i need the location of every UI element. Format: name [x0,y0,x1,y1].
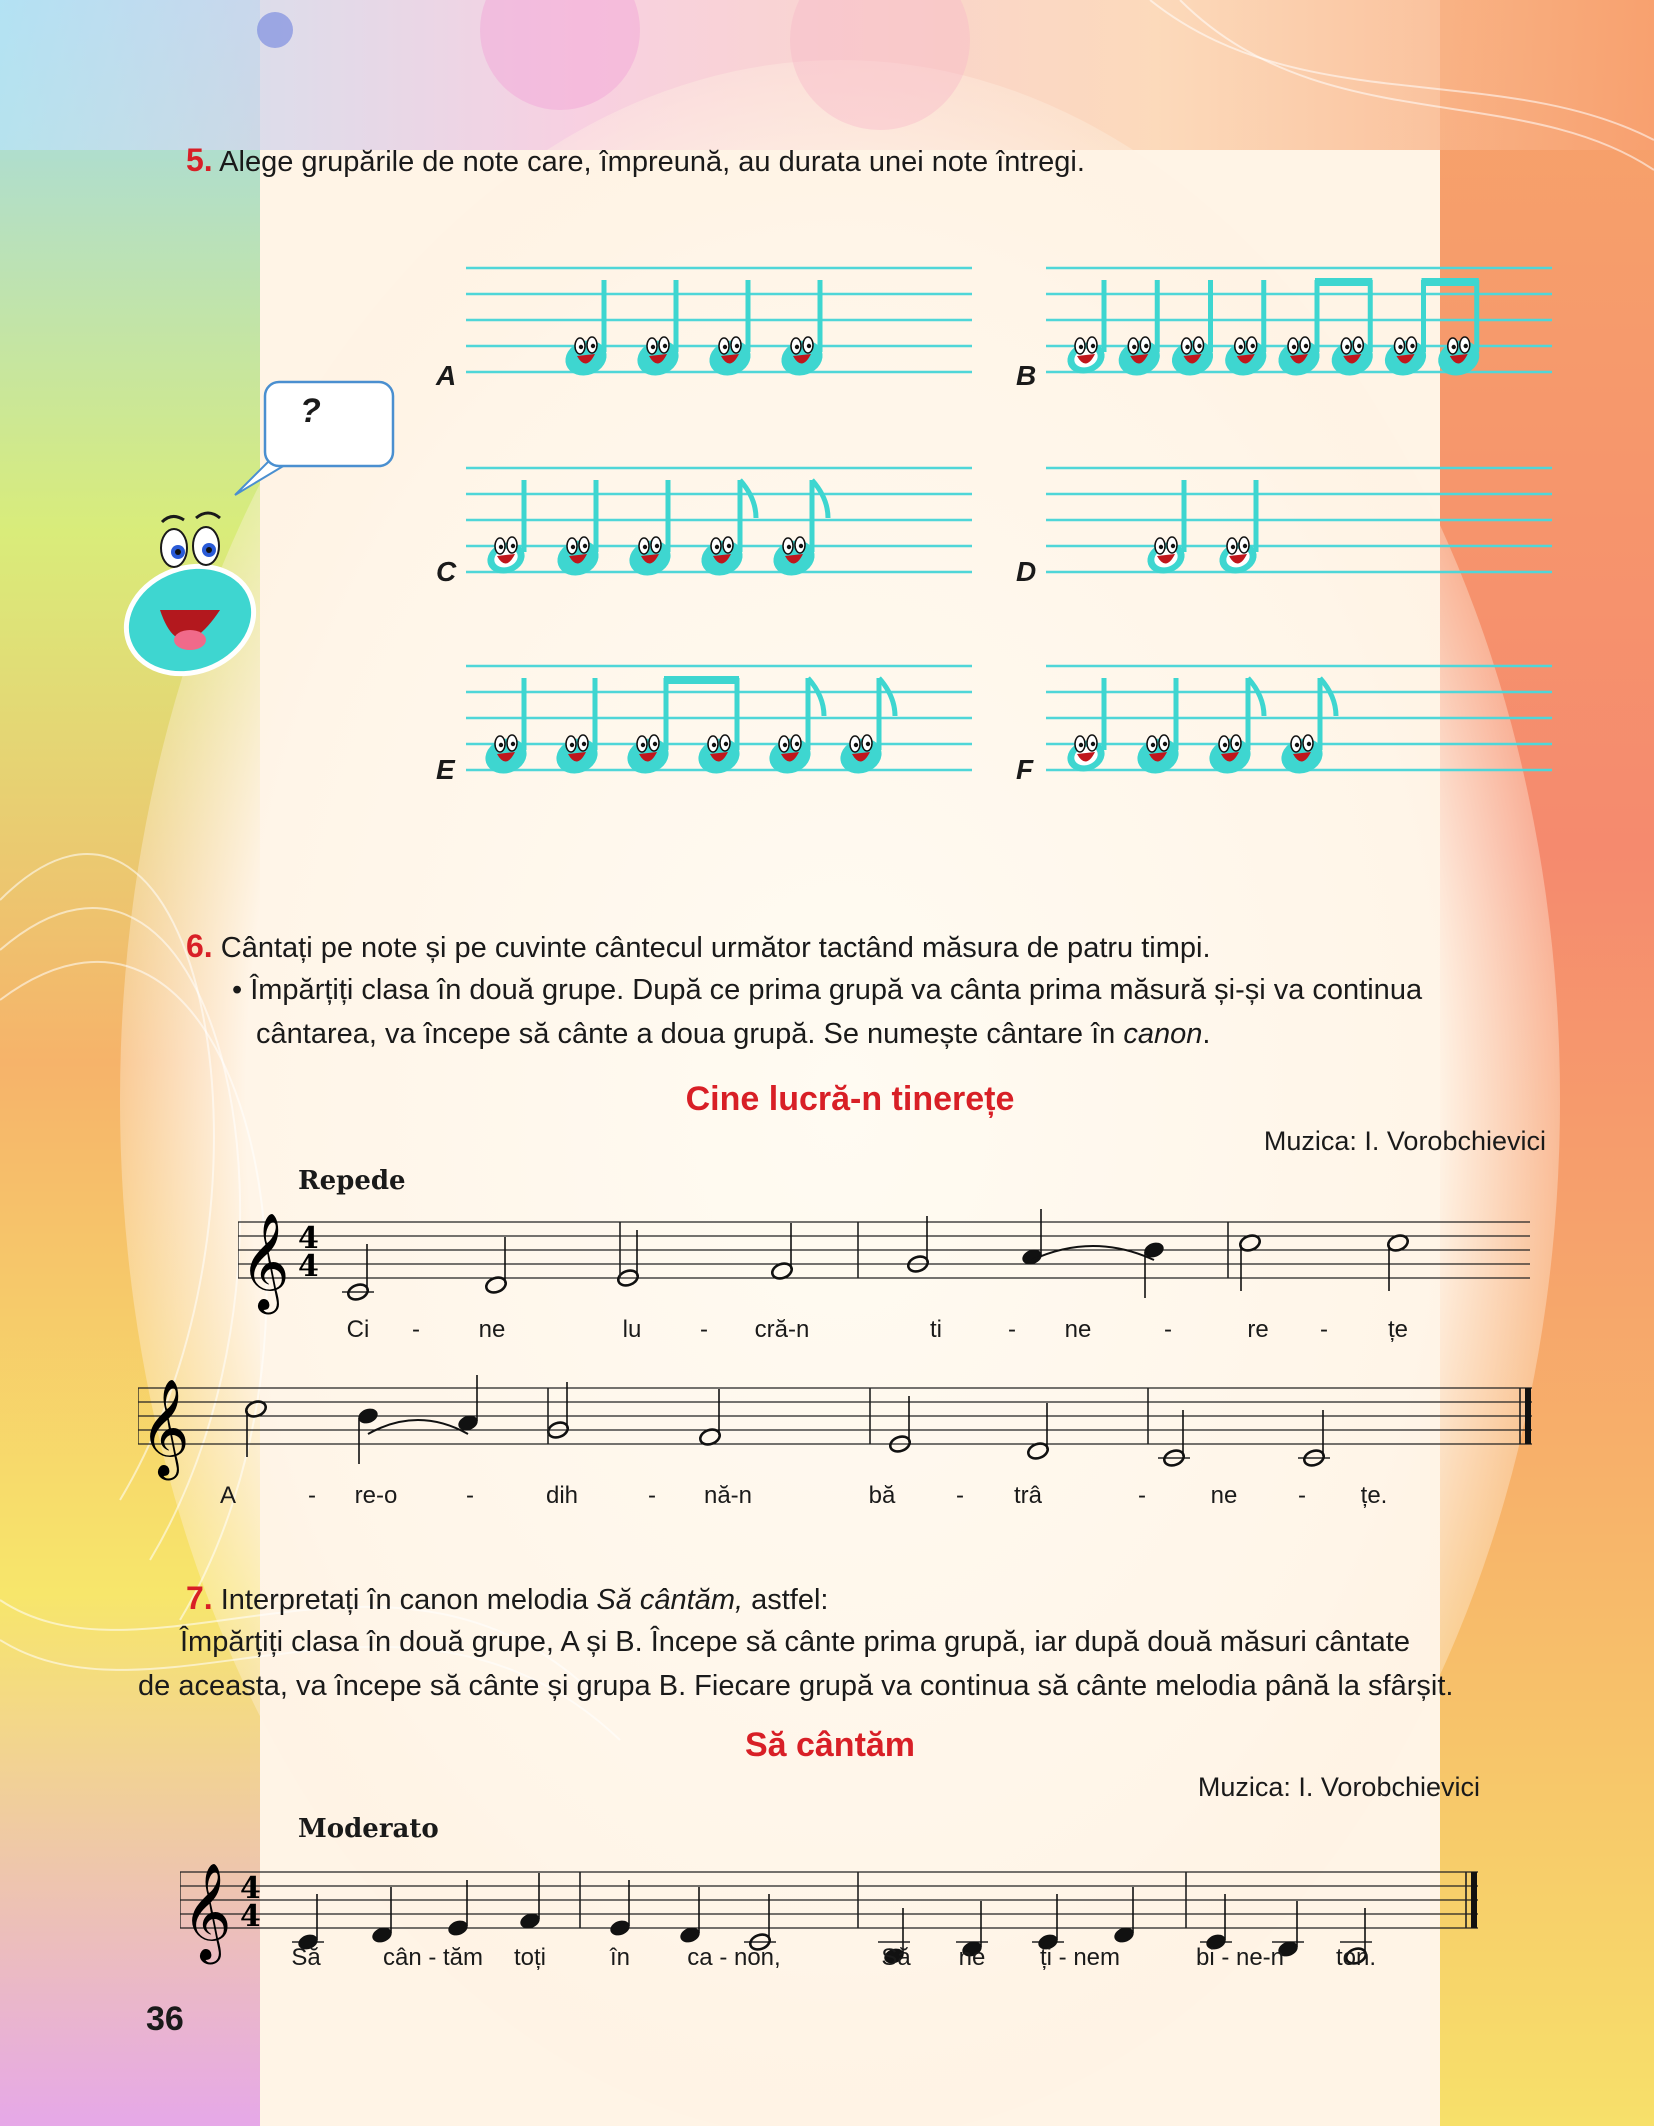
beam [1422,278,1479,286]
half-note [546,1382,570,1440]
exercise6-line3-text: cântarea, va începe să cânte a doua grupă. Se numește cântare în [256,1018,1124,1050]
exercise6-line1 [186,924,1211,970]
exercise7-text: Interpretați în canon melodia [220,1584,597,1616]
half-note [1238,1233,1262,1291]
option-staff-c [466,458,972,598]
lyric-syllable: Să [881,1944,911,1971]
exercise7-text-end: astfel: [743,1584,829,1616]
quarter-note [356,1406,380,1464]
song2-title: Să cântăm [744,1726,916,1764]
exercise5-prompt [186,138,1085,184]
lyric-syllable: ne [1064,1316,1092,1343]
exercise5-text: Alege grupările de note care, împreună, au durata unei note întregi. [219,146,1085,178]
lyric-syllable: Să [291,1944,321,1971]
lyric-syllable: bă [868,1482,896,1509]
song2-staff [180,1850,1500,1980]
lyric-syllable: toți [513,1944,547,1971]
quarter-note [1112,1887,1136,1945]
lyric-syllable: ți - nem [1039,1944,1121,1971]
lyric-hyphen: - [466,1482,474,1509]
mascot-note-character [110,370,410,690]
quarter-note [678,1887,702,1945]
lyric-syllable: A [219,1482,237,1509]
option-label-b[interactable]: B [1016,360,1037,391]
song2-tempo: Moderato [298,1814,439,1844]
exercise6-line2 [232,968,1422,1012]
time-signature-top: 4 [240,1871,261,1906]
lyric-syllable: Ci [346,1316,370,1343]
exercise6-instruction: Împărțiți clasa în două grupe. După ce prima grupă va cânta prima măsură și-și va continua [250,974,1423,1006]
exercise6-line3-end: . [1202,1018,1211,1050]
option-label-e[interactable]: E [436,754,455,785]
quarter-note [1020,1209,1044,1267]
lyric-hyphen: - [1164,1316,1172,1343]
half-note [906,1216,930,1274]
lyric-syllable: dih [545,1482,579,1509]
treble-clef-icon: 𝄞 [182,1862,232,1960]
lyric-syllable: ton. [1335,1944,1377,1971]
lyric-syllable: în [609,1944,631,1971]
slur [1032,1246,1154,1260]
half-note [1386,1233,1410,1291]
song1-staff-1 [238,1200,1538,1330]
half-note [484,1237,508,1295]
exercise7-line2: Împărțiți clasa în două grupe, A și B. Începe să cânte prima grupă, iar după două măsuri cântate [180,1626,1410,1658]
exercise7-line1 [186,1576,829,1622]
lyric-hyphen: - [412,1316,420,1343]
option-staff-d [1046,458,1552,598]
exercise7-song-name: Să cântăm, [596,1584,744,1616]
half-note [888,1396,912,1454]
page-number: 36 [146,2000,184,2038]
time-signature-bottom: 4 [298,1249,319,1284]
half-note [1158,1410,1190,1468]
half-note [770,1223,794,1281]
option-staff-b [1046,258,1552,398]
time-signature-top: 4 [298,1221,319,1256]
lyric-hyphen: - [648,1482,656,1509]
exercise6-canon-word: canon [1123,1018,1203,1050]
option-label-f[interactable]: F [1016,754,1034,785]
song1-tempo: Repede [298,1166,406,1196]
quarter-note [518,1873,542,1931]
option-staff-e [466,656,972,796]
lyric-hyphen: - [1138,1482,1146,1509]
final-bar-thick [1471,1872,1477,1928]
lyric-syllable: țe. [1360,1482,1388,1509]
lyric-syllable: ne [478,1316,506,1343]
song1-credit: Muzica: I. Vorobchievici [1263,1126,1546,1156]
option-label-c[interactable]: C [436,556,457,587]
exercise6-line3 [256,1012,1210,1056]
lyric-syllable: re-o [354,1482,398,1509]
lyric-syllable: ne [958,1944,986,1971]
quarter-note [446,1880,470,1938]
beam [1315,278,1372,286]
song1-staff-2 [138,1366,1538,1496]
treble-clef-icon: 𝄞 [140,1378,190,1476]
bullet: • [232,974,243,1006]
lyric-syllable: trâ [1013,1482,1043,1509]
lyric-syllable: ne [1210,1482,1238,1509]
final-bar-thick [1525,1388,1531,1444]
song1-title: Cine lucră-n tinerețe [685,1080,1015,1118]
song2-credit: Muzica: I. Vorobchievici [1197,1772,1480,1802]
half-note [342,1244,374,1302]
lyric-hyphen: - [700,1316,708,1343]
option-staff-a [466,258,972,398]
quarter-note [1142,1240,1166,1298]
lyric-syllable: cân - tăm [382,1944,484,1971]
option-label-d[interactable]: D [1016,556,1037,587]
quarter-note [370,1887,394,1945]
beam [664,676,739,684]
option-label-a[interactable]: A [436,360,457,391]
exercise5-number: 5. [186,142,213,178]
treble-clef-icon: 𝄞 [240,1212,290,1310]
lyric-hyphen: - [956,1482,964,1509]
quarter-note [456,1375,480,1433]
half-note [698,1389,722,1447]
lyric-syllable: lu [622,1316,642,1343]
lyric-syllable: cră-n [754,1316,810,1343]
half-note [1298,1410,1330,1468]
exercise7-line3: de aceasta, va începe să cânte și grupa B. Fiecare grupă va continua să cânte melodia până la sfârșit. [138,1670,1454,1702]
lyric-syllable: nă-n [703,1482,753,1509]
lyric-syllable: ti [930,1316,942,1343]
exercise7-number: 7. [186,1580,213,1616]
half-note [1026,1403,1050,1461]
speech-bubble-text: ? [300,392,321,430]
lyric-syllable: țe [1387,1316,1409,1343]
option-staff-f [1046,656,1552,796]
lyric-hyphen: - [1298,1482,1306,1509]
time-signature-bottom: 4 [240,1899,261,1934]
half-note [244,1399,268,1457]
quarter-note [608,1880,632,1938]
lyric-syllable: ca - non, [687,1944,781,1971]
lyric-hyphen: - [1008,1316,1016,1343]
exercise6-text: Cântați pe note și pe cuvinte cântecul următor tactând măsura de patru timpi. [220,932,1211,964]
lyric-syllable: bi - ne-n [1195,1944,1285,1971]
slur [368,1420,468,1434]
lyric-hyphen: - [308,1482,316,1509]
exercise6-number: 6. [186,928,213,964]
lyric-hyphen: - [1320,1316,1328,1343]
lyric-syllable: re [1247,1316,1269,1343]
